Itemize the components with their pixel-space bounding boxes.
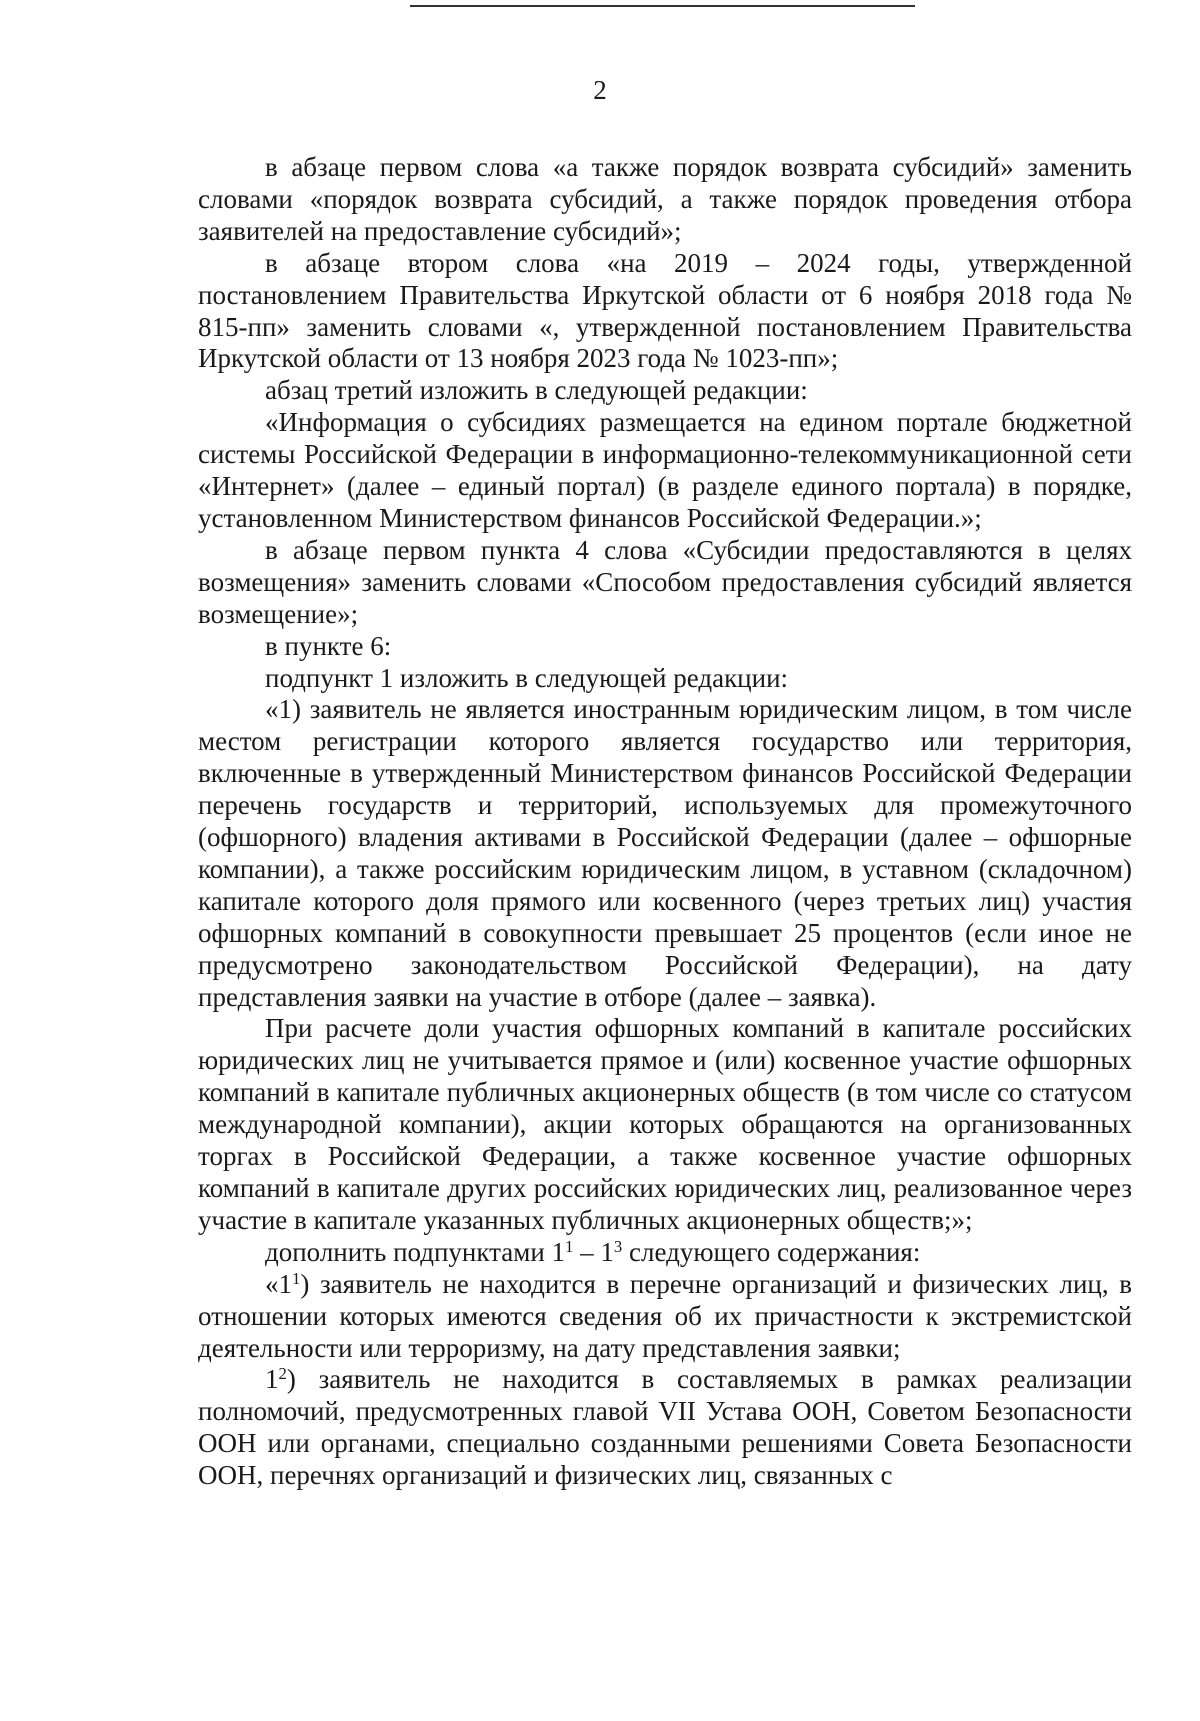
superscript: 1 [565,1236,574,1256]
paragraph: «1) заявитель не является иностранным юридическим лицом, в том числе местом регистрации которого является государство или территория, включенные в утвержденный Министерством финансов Российской Федерации перечень государств и территорий, используемых для промежуточного (офшорного) владения активами в Российской Федерации (далее – офшорные компании), а также российским юридическим лицом, в уставном (складочном) капитале которого доля прямого или косвенного (через третьих лиц) участия офшорных компаний в совокупности превышает 25 процентов (если иное не предусмотрено законодательством Российской Федерации), на дату представления заявки на участие в отборе (далее – заявка). [198,694,1132,1012]
paragraph-subpoint-1-2 [198,1364,1132,1492]
paragraph: При расчете доли участия офшорных компаний в капитале российских юридических лиц не учитывается прямое и (или) косвенное участие офшорных компаний в капитале публичных акционерных обществ (в том числе со статусом международной компании), акции которых обращаются на организованных торгах в Российской Федерации, а также косвенное участие офшорных компаний в капитале других российских юридических лиц, реализованное через участие в капитале указанных публичных акционерных обществ;»; [198,1013,1132,1235]
text-run: 1 [265,1364,279,1395]
paragraph: в абзаце втором слова «на 2019 – 2024 годы, утвержденной постановлением Правительства Иркутской области от 6 ноября 2018 года № 815-пп» заменить словами «, утвержденной постановлением Правительства Иркутской области от 13 ноября 2023 года № 1023-пп»; [198,247,1132,374]
paragraph: «Информация о субсидиях размещается на едином портале бюджетной системы Российской Федерации в информационно-телекоммуникационной сети «Интернет» (далее – единый портал) (в разделе единого портала) в порядке, установленном Министерством финансов Российской Федерации.»; [198,407,1132,533]
text-run: следующего содержания: [622,1236,921,1267]
superscript: 2 [278,1364,287,1384]
paragraph: в абзаце первом пункта 4 слова «Субсидии предоставляются в целях возмещения» заменить словами «Способом предоставления субсидий является возмещение»; [198,534,1132,629]
paragraph: абзац третий изложить в следующей редакции: [265,375,808,406]
paragraph: подпункт 1 изложить в следующей редакции: [265,662,789,693]
paragraph-supplement [198,1237,1132,1269]
text-run: ) заявитель не находится в перечне организаций и физических лиц, в отношении которых имеются сведения об их причастности к экстремистской деятельности или терроризму, на дату представления заявки; [198,1268,1132,1363]
page-number: 2 [593,75,607,105]
superscript: 1 [292,1268,301,1288]
text-run: ) заявитель не находится в составляемых в рамках реализации полномочий, предусмотренных главой VII Устава ООН, Советом Безопасности ООН или органами, специально созданными решениями Совета Безопасности ООН, перечнях организаций и физических лиц, связанных с [198,1364,1132,1491]
document-body [198,152,1132,1492]
paragraph: в пункте 6: [265,630,392,661]
superscript: 3 [613,1236,623,1256]
text-run: дополнить подпунктами 1 [265,1236,566,1267]
paragraph: в абзаце первом слова «а также порядок возврата субсидий» заменить словами «порядок возврата субсидий, а также порядок проведения отбора заявителей на предоставление субсидий»; [198,152,1132,246]
top-rule [410,5,915,7]
text-run: «1 [265,1268,292,1299]
text-run: – 1 [573,1236,614,1267]
paragraph-subpoint-1-1 [198,1269,1132,1365]
